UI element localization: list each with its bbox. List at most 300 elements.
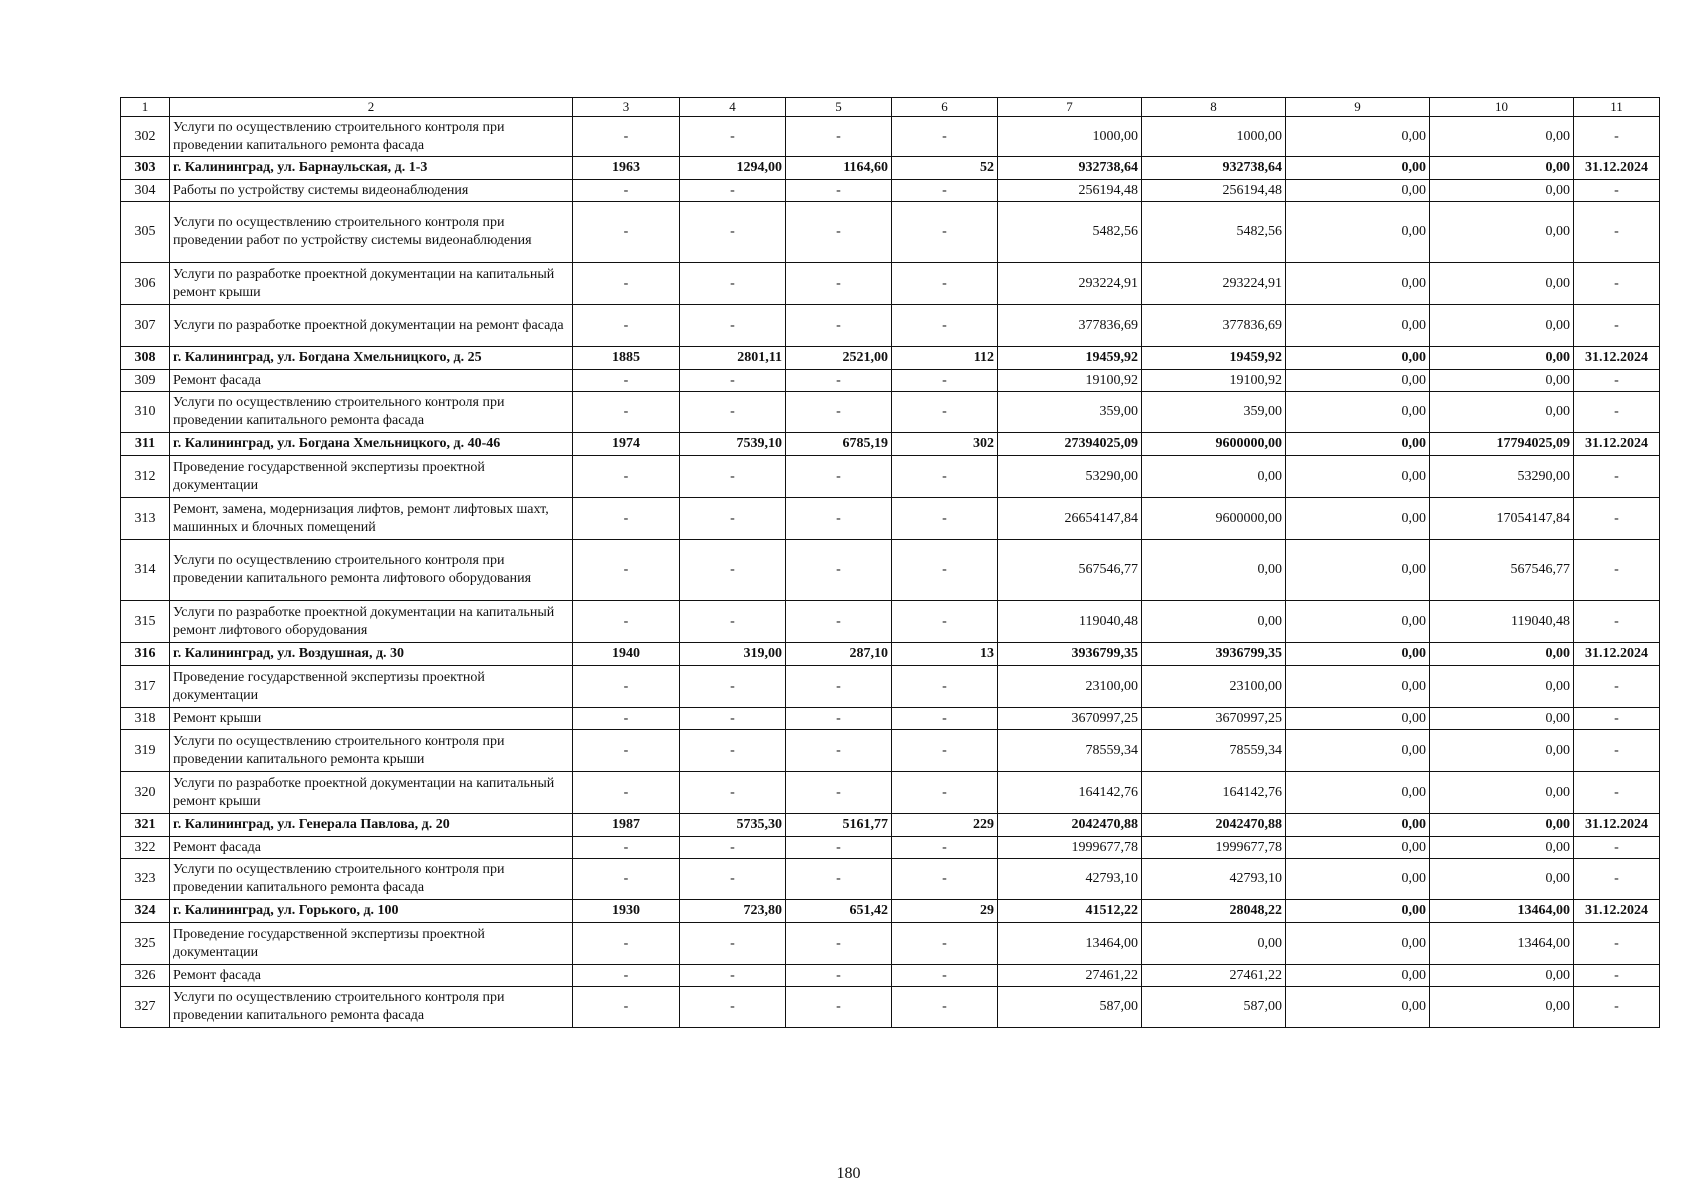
- cell-col7: 41512,22: [998, 900, 1142, 923]
- work-description: Услуги по разработке проектной документации на капитальный ремонт лифтового оборудования: [170, 601, 573, 643]
- cell-col10: 0,00: [1430, 202, 1574, 263]
- cell-col9: 0,00: [1286, 392, 1430, 433]
- register-table: [120, 97, 1660, 1028]
- cell-col6: -: [892, 117, 998, 157]
- cell-col5: -: [786, 708, 892, 730]
- cell-col3: -: [573, 772, 680, 814]
- work-description: Услуги по осуществлению строительного контроля при проведении капитального ремонта фасада: [170, 859, 573, 900]
- cell-col3: -: [573, 837, 680, 859]
- cell-col9: 0,00: [1286, 900, 1430, 923]
- cell-col6: -: [892, 987, 998, 1028]
- cell-col6: -: [892, 202, 998, 263]
- column-number: 2: [170, 98, 573, 117]
- row-number: 307: [121, 305, 170, 347]
- cell-col9: 0,00: [1286, 965, 1430, 987]
- cell-col6: 229: [892, 814, 998, 837]
- work-description: Услуги по осуществлению строительного контроля при проведении капитального ремонта фасада: [170, 392, 573, 433]
- cell-col10: 0,00: [1430, 392, 1574, 433]
- cell-col9: 0,00: [1286, 814, 1430, 837]
- cell-col10: 0,00: [1430, 666, 1574, 708]
- cell-col3: 1940: [573, 643, 680, 666]
- row-number: 314: [121, 540, 170, 601]
- table-row: [121, 859, 1660, 900]
- cell-col5: -: [786, 540, 892, 601]
- table-row: [121, 202, 1660, 263]
- cell-col6: -: [892, 666, 998, 708]
- cell-col7: 27461,22: [998, 965, 1142, 987]
- table-row: [121, 498, 1660, 540]
- cell-col3: -: [573, 965, 680, 987]
- cell-col11: 31.12.2024: [1574, 900, 1660, 923]
- table-row: [121, 772, 1660, 814]
- cell-col10: 0,00: [1430, 987, 1574, 1028]
- row-number: 308: [121, 347, 170, 370]
- cell-col5: -: [786, 305, 892, 347]
- cell-col4: -: [680, 837, 786, 859]
- cell-col11: -: [1574, 601, 1660, 643]
- cell-col8: 19459,92: [1142, 347, 1286, 370]
- cell-col5: -: [786, 263, 892, 305]
- cell-col8: 293224,91: [1142, 263, 1286, 305]
- cell-col5: -: [786, 202, 892, 263]
- cell-col7: 78559,34: [998, 730, 1142, 772]
- column-number: 7: [998, 98, 1142, 117]
- cell-col4: -: [680, 305, 786, 347]
- cell-col5: 2521,00: [786, 347, 892, 370]
- address-row: [121, 643, 1660, 666]
- cell-col4: 7539,10: [680, 433, 786, 456]
- cell-col4: 2801,11: [680, 347, 786, 370]
- cell-col10: 0,00: [1430, 837, 1574, 859]
- cell-col4: -: [680, 117, 786, 157]
- cell-col5: 651,42: [786, 900, 892, 923]
- cell-col5: -: [786, 180, 892, 202]
- cell-col4: -: [680, 772, 786, 814]
- cell-col5: -: [786, 730, 892, 772]
- cell-col11: 31.12.2024: [1574, 643, 1660, 666]
- cell-col6: -: [892, 965, 998, 987]
- cell-col10: 0,00: [1430, 263, 1574, 305]
- cell-col3: -: [573, 305, 680, 347]
- cell-col8: 0,00: [1142, 923, 1286, 965]
- cell-col10: 0,00: [1430, 157, 1574, 180]
- cell-col4: -: [680, 730, 786, 772]
- cell-col6: -: [892, 859, 998, 900]
- cell-col10: 119040,48: [1430, 601, 1574, 643]
- address-row: [121, 900, 1660, 923]
- cell-col9: 0,00: [1286, 498, 1430, 540]
- cell-col3: 1963: [573, 157, 680, 180]
- cell-col3: -: [573, 540, 680, 601]
- cell-col10: 0,00: [1430, 859, 1574, 900]
- work-description: Услуги по осуществлению строительного контроля при проведении капитального ремонта фасада: [170, 987, 573, 1028]
- work-description: Услуги по осуществлению строительного контроля при проведении работ по устройству системы видеонаблюдения: [170, 202, 573, 263]
- cell-col6: -: [892, 540, 998, 601]
- cell-col6: 302: [892, 433, 998, 456]
- row-number: 304: [121, 180, 170, 202]
- cell-col6: -: [892, 923, 998, 965]
- cell-col4: -: [680, 370, 786, 392]
- table-row: [121, 923, 1660, 965]
- work-description: Ремонт фасада: [170, 965, 573, 987]
- cell-col5: -: [786, 965, 892, 987]
- cell-col6: -: [892, 498, 998, 540]
- cell-col3: -: [573, 859, 680, 900]
- cell-col3: 1930: [573, 900, 680, 923]
- cell-col8: 0,00: [1142, 540, 1286, 601]
- cell-col8: 9600000,00: [1142, 498, 1286, 540]
- table-row: [121, 305, 1660, 347]
- cell-col7: 377836,69: [998, 305, 1142, 347]
- cell-col8: 359,00: [1142, 392, 1286, 433]
- row-number: 316: [121, 643, 170, 666]
- work-description: г. Калининград, ул. Богдана Хмельницкого, д. 25: [170, 347, 573, 370]
- cell-col11: -: [1574, 202, 1660, 263]
- cell-col5: -: [786, 601, 892, 643]
- cell-col11: -: [1574, 117, 1660, 157]
- table-row: [121, 370, 1660, 392]
- cell-col8: 23100,00: [1142, 666, 1286, 708]
- cell-col11: -: [1574, 837, 1660, 859]
- cell-col4: -: [680, 263, 786, 305]
- cell-col10: 0,00: [1430, 347, 1574, 370]
- cell-col3: -: [573, 666, 680, 708]
- cell-col9: 0,00: [1286, 772, 1430, 814]
- table-row: [121, 987, 1660, 1028]
- work-description: г. Калининград, ул. Барнаульская, д. 1-3: [170, 157, 573, 180]
- cell-col10: 13464,00: [1430, 900, 1574, 923]
- cell-col11: -: [1574, 772, 1660, 814]
- cell-col11: -: [1574, 392, 1660, 433]
- cell-col7: 256194,48: [998, 180, 1142, 202]
- cell-col3: -: [573, 498, 680, 540]
- cell-col3: -: [573, 708, 680, 730]
- cell-col3: 1974: [573, 433, 680, 456]
- cell-col5: -: [786, 837, 892, 859]
- table-row: [121, 263, 1660, 305]
- cell-col8: 256194,48: [1142, 180, 1286, 202]
- cell-col7: 27394025,09: [998, 433, 1142, 456]
- table-row: [121, 837, 1660, 859]
- column-number: 3: [573, 98, 680, 117]
- row-number: 318: [121, 708, 170, 730]
- cell-col6: -: [892, 708, 998, 730]
- cell-col8: 0,00: [1142, 456, 1286, 498]
- cell-col8: 1999677,78: [1142, 837, 1286, 859]
- cell-col5: 6785,19: [786, 433, 892, 456]
- cell-col7: 119040,48: [998, 601, 1142, 643]
- cell-col8: 3670997,25: [1142, 708, 1286, 730]
- cell-col9: 0,00: [1286, 730, 1430, 772]
- cell-col11: -: [1574, 859, 1660, 900]
- cell-col6: 13: [892, 643, 998, 666]
- cell-col4: -: [680, 708, 786, 730]
- cell-col6: 112: [892, 347, 998, 370]
- cell-col11: -: [1574, 730, 1660, 772]
- cell-col11: -: [1574, 987, 1660, 1028]
- cell-col7: 293224,91: [998, 263, 1142, 305]
- cell-col3: -: [573, 370, 680, 392]
- cell-col8: 42793,10: [1142, 859, 1286, 900]
- cell-col9: 0,00: [1286, 837, 1430, 859]
- cell-col9: 0,00: [1286, 540, 1430, 601]
- table-row: [121, 540, 1660, 601]
- work-description: Проведение государственной экспертизы проектной документации: [170, 923, 573, 965]
- cell-col6: -: [892, 392, 998, 433]
- row-number: 315: [121, 601, 170, 643]
- row-number: 324: [121, 900, 170, 923]
- cell-col9: 0,00: [1286, 666, 1430, 708]
- cell-col3: -: [573, 730, 680, 772]
- row-number: 306: [121, 263, 170, 305]
- work-description: Услуги по разработке проектной документации на капитальный ремонт крыши: [170, 263, 573, 305]
- cell-col4: 723,80: [680, 900, 786, 923]
- cell-col10: 0,00: [1430, 117, 1574, 157]
- cell-col7: 587,00: [998, 987, 1142, 1028]
- cell-col4: 1294,00: [680, 157, 786, 180]
- column-number: 9: [1286, 98, 1430, 117]
- cell-col6: -: [892, 305, 998, 347]
- cell-col7: 5482,56: [998, 202, 1142, 263]
- cell-col7: 932738,64: [998, 157, 1142, 180]
- row-number: 309: [121, 370, 170, 392]
- cell-col4: -: [680, 965, 786, 987]
- cell-col4: -: [680, 202, 786, 263]
- cell-col8: 377836,69: [1142, 305, 1286, 347]
- cell-col9: 0,00: [1286, 859, 1430, 900]
- row-number: 317: [121, 666, 170, 708]
- cell-col5: -: [786, 923, 892, 965]
- table-row: [121, 392, 1660, 433]
- cell-col5: -: [786, 392, 892, 433]
- cell-col4: -: [680, 498, 786, 540]
- work-description: г. Калининград, ул. Воздушная, д. 30: [170, 643, 573, 666]
- cell-col9: 0,00: [1286, 347, 1430, 370]
- cell-col10: 17794025,09: [1430, 433, 1574, 456]
- table-row: [121, 180, 1660, 202]
- cell-col9: 0,00: [1286, 370, 1430, 392]
- cell-col9: 0,00: [1286, 305, 1430, 347]
- column-number: 1: [121, 98, 170, 117]
- work-description: Проведение государственной экспертизы проектной документации: [170, 456, 573, 498]
- row-number: 319: [121, 730, 170, 772]
- cell-col10: 0,00: [1430, 708, 1574, 730]
- cell-col7: 13464,00: [998, 923, 1142, 965]
- row-number: 313: [121, 498, 170, 540]
- cell-col4: 5735,30: [680, 814, 786, 837]
- cell-col4: -: [680, 666, 786, 708]
- cell-col6: -: [892, 456, 998, 498]
- cell-col11: -: [1574, 666, 1660, 708]
- row-number: 320: [121, 772, 170, 814]
- cell-col9: 0,00: [1286, 643, 1430, 666]
- cell-col11: 31.12.2024: [1574, 347, 1660, 370]
- cell-col4: -: [680, 180, 786, 202]
- cell-col5: 1164,60: [786, 157, 892, 180]
- work-description: Ремонт крыши: [170, 708, 573, 730]
- row-number: 326: [121, 965, 170, 987]
- cell-col10: 53290,00: [1430, 456, 1574, 498]
- cell-col4: -: [680, 540, 786, 601]
- work-description: Работы по устройству системы видеонаблюдения: [170, 180, 573, 202]
- cell-col3: -: [573, 117, 680, 157]
- cell-col8: 587,00: [1142, 987, 1286, 1028]
- cell-col8: 932738,64: [1142, 157, 1286, 180]
- cell-col9: 0,00: [1286, 263, 1430, 305]
- cell-col7: 1999677,78: [998, 837, 1142, 859]
- row-number: 311: [121, 433, 170, 456]
- cell-col10: 13464,00: [1430, 923, 1574, 965]
- cell-col8: 0,00: [1142, 601, 1286, 643]
- cell-col11: -: [1574, 708, 1660, 730]
- row-number: 327: [121, 987, 170, 1028]
- cell-col3: 1987: [573, 814, 680, 837]
- work-description: г. Калининград, ул. Богдана Хмельницкого, д. 40-46: [170, 433, 573, 456]
- cell-col3: -: [573, 601, 680, 643]
- cell-col9: 0,00: [1286, 987, 1430, 1028]
- row-number: 312: [121, 456, 170, 498]
- cell-col4: -: [680, 601, 786, 643]
- cell-col10: 17054147,84: [1430, 498, 1574, 540]
- work-description: Проведение государственной экспертизы проектной документации: [170, 666, 573, 708]
- cell-col10: 0,00: [1430, 305, 1574, 347]
- cell-col10: 0,00: [1430, 643, 1574, 666]
- cell-col9: 0,00: [1286, 180, 1430, 202]
- cell-col6: -: [892, 601, 998, 643]
- cell-col3: -: [573, 456, 680, 498]
- cell-col4: -: [680, 859, 786, 900]
- document-page: [120, 97, 1659, 1028]
- cell-col5: -: [786, 117, 892, 157]
- cell-col7: 53290,00: [998, 456, 1142, 498]
- cell-col6: 52: [892, 157, 998, 180]
- cell-col9: 0,00: [1286, 202, 1430, 263]
- cell-col4: -: [680, 456, 786, 498]
- cell-col6: -: [892, 370, 998, 392]
- cell-col8: 3936799,35: [1142, 643, 1286, 666]
- cell-col8: 2042470,88: [1142, 814, 1286, 837]
- cell-col7: 23100,00: [998, 666, 1142, 708]
- table-row: [121, 730, 1660, 772]
- cell-col8: 78559,34: [1142, 730, 1286, 772]
- cell-col5: 287,10: [786, 643, 892, 666]
- cell-col7: 3670997,25: [998, 708, 1142, 730]
- cell-col8: 1000,00: [1142, 117, 1286, 157]
- cell-col7: 26654147,84: [998, 498, 1142, 540]
- work-description: г. Калининград, ул. Горького, д. 100: [170, 900, 573, 923]
- work-description: Услуги по осуществлению строительного контроля при проведении капитального ремонта лифтового оборудования: [170, 540, 573, 601]
- column-number: 10: [1430, 98, 1574, 117]
- cell-col7: 567546,77: [998, 540, 1142, 601]
- cell-col9: 0,00: [1286, 708, 1430, 730]
- cell-col10: 567546,77: [1430, 540, 1574, 601]
- cell-col3: -: [573, 987, 680, 1028]
- cell-col4: -: [680, 987, 786, 1028]
- cell-col7: 19459,92: [998, 347, 1142, 370]
- column-number: 6: [892, 98, 998, 117]
- column-number: 4: [680, 98, 786, 117]
- work-description: Ремонт фасада: [170, 837, 573, 859]
- cell-col11: 31.12.2024: [1574, 814, 1660, 837]
- cell-col3: 1885: [573, 347, 680, 370]
- cell-col8: 9600000,00: [1142, 433, 1286, 456]
- cell-col4: -: [680, 923, 786, 965]
- cell-col6: -: [892, 837, 998, 859]
- cell-col9: 0,00: [1286, 157, 1430, 180]
- cell-col11: -: [1574, 456, 1660, 498]
- table-body: [121, 98, 1660, 1028]
- cell-col10: 0,00: [1430, 965, 1574, 987]
- cell-col11: -: [1574, 305, 1660, 347]
- cell-col11: -: [1574, 923, 1660, 965]
- cell-col7: 2042470,88: [998, 814, 1142, 837]
- address-row: [121, 433, 1660, 456]
- cell-col4: 319,00: [680, 643, 786, 666]
- cell-col10: 0,00: [1430, 772, 1574, 814]
- cell-col11: -: [1574, 263, 1660, 305]
- cell-col11: -: [1574, 498, 1660, 540]
- cell-col9: 0,00: [1286, 456, 1430, 498]
- work-description: г. Калининград, ул. Генерала Павлова, д. 20: [170, 814, 573, 837]
- page-number: 180: [836, 1165, 861, 1182]
- cell-col5: -: [786, 987, 892, 1028]
- cell-col6: 29: [892, 900, 998, 923]
- cell-col3: -: [573, 392, 680, 433]
- cell-col3: -: [573, 923, 680, 965]
- cell-col5: -: [786, 370, 892, 392]
- cell-col5: -: [786, 498, 892, 540]
- row-number: 302: [121, 117, 170, 157]
- cell-col9: 0,00: [1286, 117, 1430, 157]
- cell-col7: 42793,10: [998, 859, 1142, 900]
- cell-col6: -: [892, 730, 998, 772]
- row-number: 325: [121, 923, 170, 965]
- cell-col10: 0,00: [1430, 814, 1574, 837]
- column-number: 11: [1574, 98, 1660, 117]
- cell-col7: 359,00: [998, 392, 1142, 433]
- column-number-row: [121, 98, 1660, 117]
- cell-col5: -: [786, 859, 892, 900]
- cell-col11: 31.12.2024: [1574, 157, 1660, 180]
- cell-col5: -: [786, 456, 892, 498]
- address-row: [121, 347, 1660, 370]
- cell-col3: -: [573, 180, 680, 202]
- cell-col11: -: [1574, 370, 1660, 392]
- cell-col8: 19100,92: [1142, 370, 1286, 392]
- cell-col6: -: [892, 772, 998, 814]
- work-description: Ремонт, замена, модернизация лифтов, ремонт лифтовых шахт, машинных и блочных помещений: [170, 498, 573, 540]
- cell-col11: -: [1574, 965, 1660, 987]
- work-description: Услуги по осуществлению строительного контроля при проведении капитального ремонта фасада: [170, 117, 573, 157]
- column-number: 8: [1142, 98, 1286, 117]
- cell-col3: -: [573, 202, 680, 263]
- cell-col7: 19100,92: [998, 370, 1142, 392]
- cell-col9: 0,00: [1286, 923, 1430, 965]
- address-row: [121, 814, 1660, 837]
- cell-col8: 27461,22: [1142, 965, 1286, 987]
- cell-col8: 164142,76: [1142, 772, 1286, 814]
- cell-col6: -: [892, 263, 998, 305]
- cell-col5: -: [786, 666, 892, 708]
- table-row: [121, 965, 1660, 987]
- table-row: [121, 117, 1660, 157]
- cell-col11: 31.12.2024: [1574, 433, 1660, 456]
- work-description: Услуги по осуществлению строительного контроля при проведении капитального ремонта крыши: [170, 730, 573, 772]
- cell-col3: -: [573, 263, 680, 305]
- cell-col7: 164142,76: [998, 772, 1142, 814]
- cell-col5: -: [786, 772, 892, 814]
- cell-col7: 3936799,35: [998, 643, 1142, 666]
